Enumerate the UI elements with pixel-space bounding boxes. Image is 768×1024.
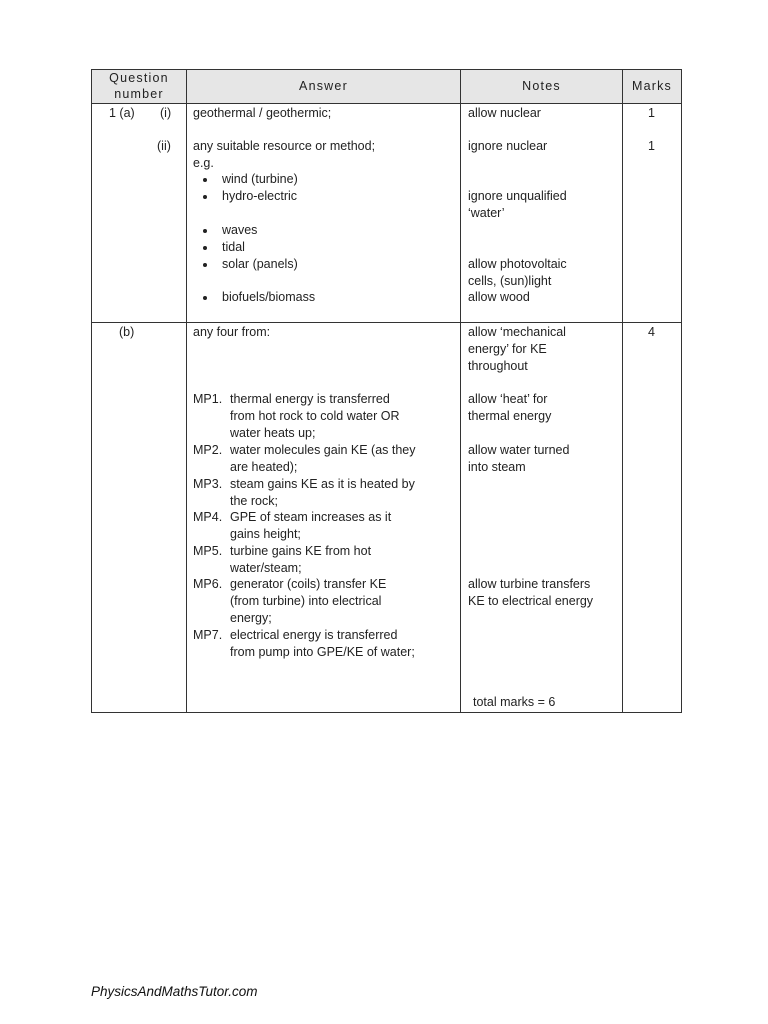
answer-bullet-item: tidal bbox=[222, 240, 245, 254]
question-part-ii: (ii) bbox=[157, 139, 171, 153]
header-marks: Marks bbox=[631, 79, 673, 93]
bullet-icon bbox=[203, 178, 207, 182]
note-text: KE to electrical energy bbox=[468, 594, 594, 608]
marking-point-label: MP1. bbox=[193, 392, 223, 406]
marks-value: 1 bbox=[648, 106, 655, 120]
header-question-number: Question number bbox=[109, 71, 169, 101]
note-text: ‘water’ bbox=[468, 206, 505, 220]
answer-bullet-item: waves bbox=[222, 223, 258, 237]
table-border-bottom bbox=[91, 712, 682, 713]
marking-point-label: MP4. bbox=[193, 510, 223, 524]
note-text: ignore nuclear bbox=[468, 139, 548, 153]
marking-point-label: MP7. bbox=[193, 628, 223, 642]
note-text: allow nuclear bbox=[468, 106, 541, 120]
note-text: throughout bbox=[468, 359, 528, 373]
marking-point-label: MP5. bbox=[193, 544, 223, 558]
note-text: allow water turned bbox=[468, 443, 570, 457]
marks-value: 1 bbox=[648, 139, 655, 153]
table-border-right bbox=[681, 69, 682, 713]
marking-point-text: gains height; bbox=[230, 527, 301, 541]
marks-value: 4 bbox=[648, 325, 655, 339]
bullet-icon bbox=[203, 195, 207, 199]
marking-point-text: thermal energy is transferred bbox=[230, 392, 390, 406]
note-text: allow wood bbox=[468, 290, 530, 304]
question-part-i: (i) bbox=[160, 106, 172, 120]
marking-point-text: the rock; bbox=[230, 494, 278, 508]
marking-point-text: generator (coils) transfer KE bbox=[230, 577, 387, 591]
marking-point-text: water molecules gain KE (as they bbox=[230, 443, 416, 457]
answer-b-intro: any four from: bbox=[193, 325, 271, 339]
note-text: thermal energy bbox=[468, 409, 552, 423]
total-marks: total marks = 6 bbox=[473, 695, 556, 709]
marking-point-text: water/steam; bbox=[230, 561, 302, 575]
marking-point-text: (from turbine) into electrical bbox=[230, 594, 382, 608]
header-notes: Notes bbox=[522, 79, 561, 93]
column-divider bbox=[460, 69, 461, 713]
header-divider bbox=[91, 103, 682, 104]
note-text: cells, (sun)light bbox=[468, 274, 552, 288]
answer-a-ii: any suitable resource or method; bbox=[193, 139, 376, 153]
marking-point-text: GPE of steam increases as it bbox=[230, 510, 392, 524]
note-text: ignore unqualified bbox=[468, 189, 567, 203]
bullet-icon bbox=[203, 263, 207, 267]
marking-point-text: water heats up; bbox=[230, 426, 316, 440]
marking-point-text: from hot rock to cold water OR bbox=[230, 409, 400, 423]
bullet-icon bbox=[203, 296, 207, 300]
column-divider bbox=[186, 69, 187, 713]
answer-eg: e.g. bbox=[193, 156, 214, 170]
marking-point-text: turbine gains KE from hot bbox=[230, 544, 372, 558]
column-divider bbox=[622, 69, 623, 713]
marking-point-text: energy; bbox=[230, 611, 272, 625]
question-number: 1 (a) bbox=[109, 106, 135, 120]
answer-bullet-item: solar (panels) bbox=[222, 257, 298, 271]
note-text: allow ‘heat’ for bbox=[468, 392, 548, 406]
footer-source: PhysicsAndMathsTutor.com bbox=[91, 984, 258, 999]
bullet-icon bbox=[203, 246, 207, 250]
marking-point-label: MP6. bbox=[193, 577, 223, 591]
bullet-icon bbox=[203, 229, 207, 233]
table-border-left bbox=[91, 69, 92, 713]
question-part-b: (b) bbox=[119, 325, 135, 339]
note-text: energy’ for KE bbox=[468, 342, 547, 356]
note-text: allow ‘mechanical bbox=[468, 325, 566, 339]
note-text: allow photovoltaic bbox=[468, 257, 567, 271]
answer-bullet-item: biofuels/biomass bbox=[222, 290, 316, 304]
mark-scheme-table bbox=[91, 69, 682, 713]
marking-point-text: steam gains KE as it is heated by bbox=[230, 477, 415, 491]
answer-a-i: geothermal / geothermic; bbox=[193, 106, 332, 120]
marking-point-text: from pump into GPE/KE of water; bbox=[230, 645, 415, 659]
answer-bullet-item: wind (turbine) bbox=[222, 172, 298, 186]
note-text: allow turbine transfers bbox=[468, 577, 591, 591]
marking-point-label: MP3. bbox=[193, 477, 223, 491]
marking-point-text: are heated); bbox=[230, 460, 298, 474]
marking-point-label: MP2. bbox=[193, 443, 223, 457]
header-answer: Answer bbox=[299, 79, 348, 93]
answer-bullet-item: hydro-electric bbox=[222, 189, 298, 203]
note-text: into steam bbox=[468, 460, 526, 474]
marking-point-text: electrical energy is transferred bbox=[230, 628, 398, 642]
row-divider bbox=[91, 322, 682, 323]
